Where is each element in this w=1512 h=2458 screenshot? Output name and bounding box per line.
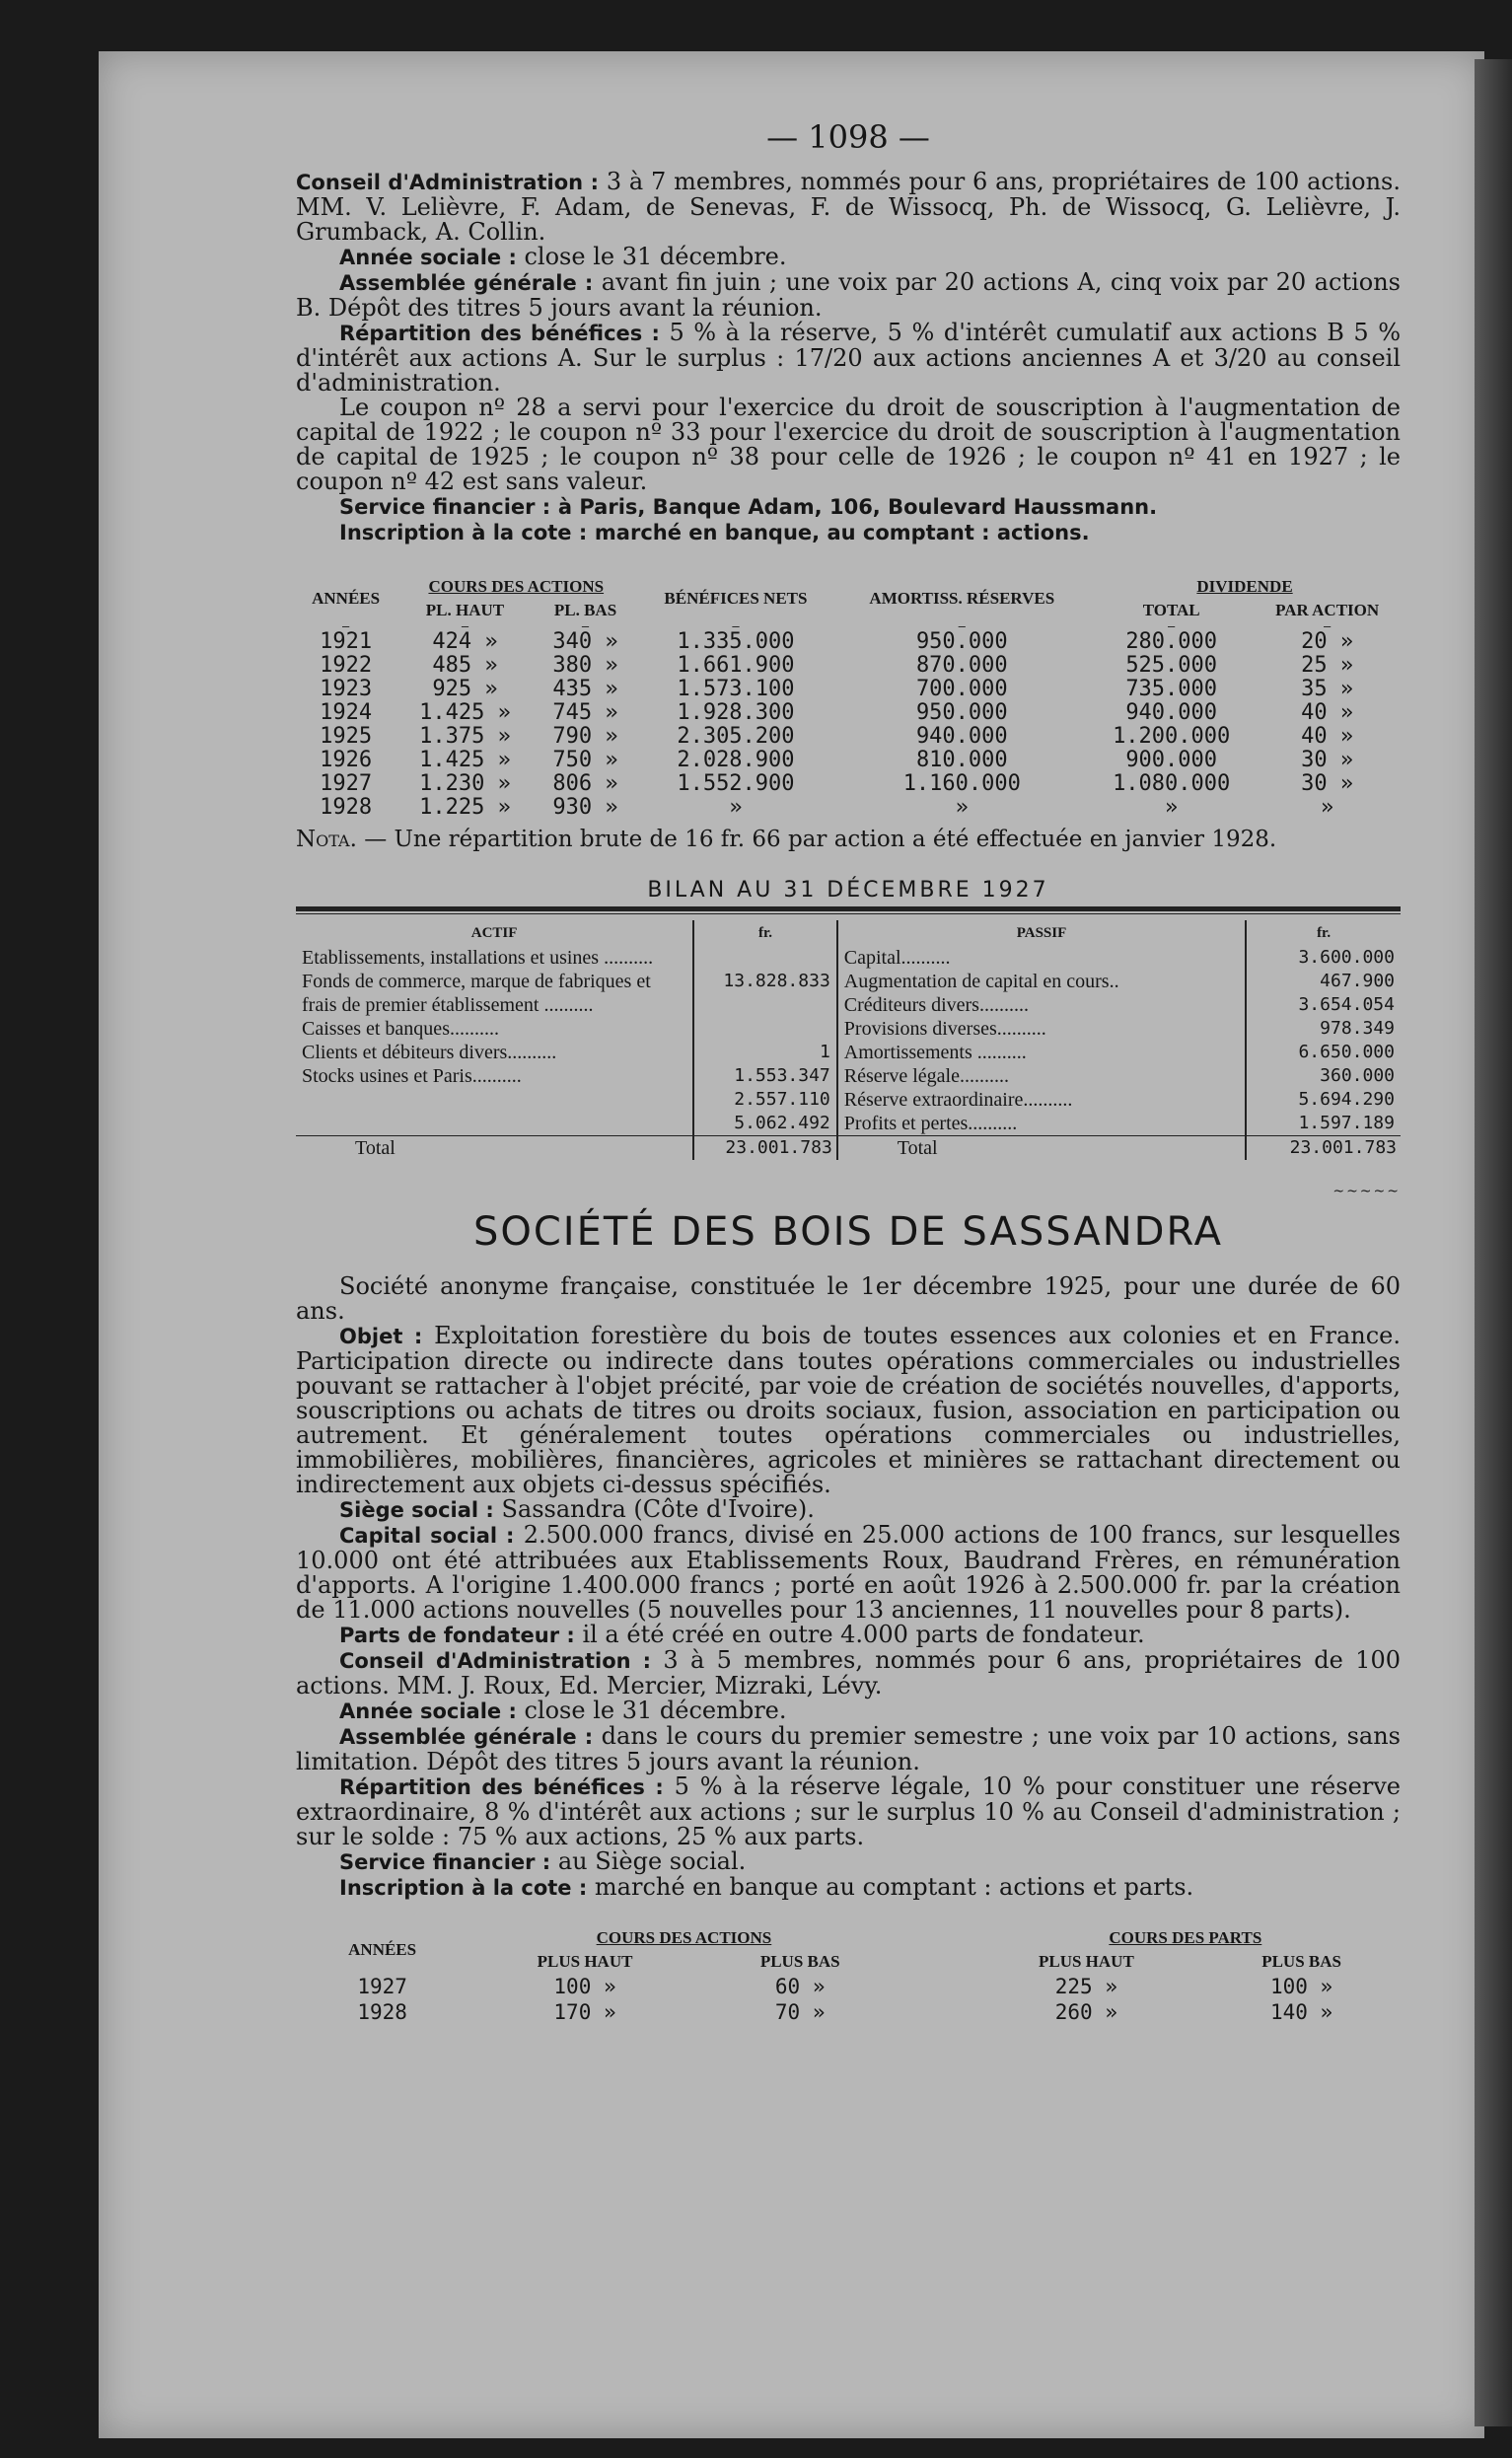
siege-label: Siège social :: [339, 1498, 494, 1522]
repartition-label: Répartition des bénéfices :: [339, 322, 660, 345]
dash-cell: —: [1168, 619, 1176, 633]
service-paragraph: [296, 494, 1401, 520]
bilan-line-value: 5.694.290: [1298, 1089, 1395, 1110]
annee2-text: close le 31 décembre.: [524, 1697, 787, 1724]
table-cell: 1.928.300: [677, 700, 795, 725]
passif-total-label: Total: [837, 1136, 1246, 1161]
inscription2-label: Inscription à la cote :: [339, 1876, 588, 1900]
table-row: [296, 796, 1401, 820]
col-dividende: DIVIDENDE: [1196, 577, 1293, 596]
annee2-paragraph: [296, 1699, 1401, 1724]
siege-text: Sassandra (Côte d'Ivoire).: [501, 1495, 815, 1523]
bilan-line-label: Stocks usines et Paris..........: [302, 1065, 522, 1087]
cours-table-body: [296, 619, 1401, 820]
inscription-paragraph: [296, 520, 1401, 545]
bilan-line-label: Créditeurs divers..........: [843, 994, 1029, 1016]
col-cours: COURS DES ACTIONS: [428, 577, 605, 596]
cours-table: [296, 575, 1401, 820]
table-cell: 1927: [357, 1975, 407, 1998]
table-cell: 940.000: [1125, 700, 1218, 725]
repartition2-paragraph: [296, 1774, 1401, 1849]
spacer-cell: [900, 1999, 971, 2025]
table-row: [296, 701, 1401, 725]
t3-col-actions-plus-bas: PLUS BAS: [759, 1952, 840, 1971]
page-content: [296, 118, 1401, 2025]
table-cell: 700.000: [915, 677, 1008, 701]
assemblee-label: Assemblée générale :: [339, 271, 594, 295]
actif-fr-header: fr.: [693, 920, 837, 946]
bilan-line-value: 2.557.110: [734, 1089, 830, 1110]
inscription-label: Inscription à la cote :: [339, 521, 588, 544]
dash-cell: —: [1324, 619, 1332, 633]
service2-label: Service financier :: [339, 1850, 551, 1874]
bilan-line-value: 5.062.492: [734, 1113, 830, 1133]
nota-label: Nota.: [296, 827, 357, 852]
table-cell: »: [729, 795, 743, 820]
spacer-cell: [900, 1974, 971, 1999]
dash-cell: —: [341, 619, 350, 633]
bilan-line-label: Augmentation de capital en cours..: [843, 971, 1119, 992]
service-text: à Paris, Banque Adam, 106, Boulevard Haussmann.: [557, 495, 1158, 519]
assemblee2-text: dans le cours du premier semestre ; une voix par 10 actions, sans limitation. Dépôt des titres 5 jours avant la réunion.: [296, 1722, 1401, 1775]
table-cell: 1924: [320, 700, 373, 725]
table-cell: 40 »: [1301, 724, 1354, 749]
table-cell: 70 »: [774, 2000, 826, 2024]
table-cell: 40 »: [1301, 700, 1354, 725]
table-cell: »: [1321, 795, 1334, 820]
dash-cell: —: [461, 619, 469, 633]
table-cell: 1.425 »: [419, 748, 511, 772]
col-amortiss: AMORTISS. RÉSERVES: [869, 589, 1055, 608]
table-cell: 1922: [320, 653, 373, 678]
table-cell: 735.000: [1125, 677, 1218, 701]
bilan-line-value: 467.900: [1320, 971, 1395, 991]
t3-col-parts-plus-haut: PLUS HAUT: [1038, 1952, 1134, 1971]
section-title: SOCIÉTÉ DES BOIS DE SASSANDRA: [472, 1209, 1224, 1255]
table-cell: 2.028.900: [677, 748, 795, 772]
objet-paragraph: [296, 1324, 1401, 1497]
cours-actions-parts-body: [296, 1974, 1401, 2025]
table-cell: 35 »: [1301, 677, 1354, 701]
bilan-line-label: Provisions diverses..........: [843, 1018, 1046, 1040]
cours-actions-parts-table: [296, 1926, 1401, 2025]
table-cell: 1.573.100: [677, 677, 795, 701]
table-cell: 870.000: [915, 653, 1008, 678]
bilan-line-value: 13.828.833: [723, 971, 830, 991]
passif-total-value: 23.001.783: [1246, 1136, 1401, 1161]
table-cell: 1.200.000: [1113, 724, 1231, 749]
table-cell: 424 »: [432, 629, 498, 654]
table-cell: 925 »: [432, 677, 498, 701]
table-cell: 810.000: [915, 748, 1008, 772]
t3-col-cours-parts: COURS DES PARTS: [1109, 1928, 1262, 1947]
table-cell: 1926: [320, 748, 373, 772]
table-row: [296, 678, 1401, 701]
bilan-line-value: 1: [819, 1042, 830, 1062]
actif-column: [296, 946, 693, 1136]
conseil-label: Conseil d'Administration :: [296, 171, 599, 194]
bilan-line-value: 3.654.054: [1298, 994, 1395, 1015]
bilan-line-label: Etablissements, installations et usines ..........: [302, 947, 654, 969]
parts-label: Parts de fondateur :: [339, 1624, 575, 1647]
table-cell: 745 »: [552, 700, 618, 725]
table-cell: 790 »: [552, 724, 618, 749]
assemblee-text: avant fin juin ; une voix par 20 actions A, cinq voix par 20 actions B. Dépôt des titres 5 jours avant la réunion.: [296, 268, 1401, 322]
table-cell: »: [1165, 795, 1179, 820]
passif-column: [837, 946, 1246, 1136]
table-cell: 1927: [320, 771, 373, 796]
siege-paragraph: [296, 1497, 1401, 1523]
bilan-line-label: Réserve légale..........: [843, 1065, 1009, 1087]
table-cell: 2.305.200: [677, 724, 795, 749]
bilan-line-label: Amortissements ..........: [843, 1042, 1027, 1063]
table-cell: 30 »: [1301, 748, 1354, 772]
t3-col-actions-plus-haut: PLUS HAUT: [537, 1952, 633, 1971]
bilan-line-value: 1.553.347: [734, 1065, 830, 1086]
bilan-line-value: 1.597.189: [1298, 1113, 1395, 1133]
table-cell: 100 »: [553, 1975, 616, 1998]
nota-line: [296, 828, 1401, 852]
repartition-paragraph: [296, 321, 1401, 396]
t3-col-cours-actions: COURS DES ACTIONS: [596, 1928, 772, 1947]
bilan-rule: [296, 906, 1401, 914]
t3-spacer: [900, 1926, 971, 1974]
table-cell: 170 »: [553, 2000, 616, 2024]
table-row: [296, 725, 1401, 749]
section-separator: ~~~~~: [1332, 1184, 1401, 1199]
table-cell: 485 »: [432, 653, 498, 678]
table-cell: 100 »: [1269, 1975, 1333, 1998]
col-annees: ANNÉES: [312, 589, 381, 608]
bilan-title: BILAN AU 31 DÉCEMBRE 1927: [647, 878, 1049, 903]
actif-header: ACTIF: [470, 925, 518, 941]
parts-paragraph: [296, 1623, 1401, 1648]
table-cell: »: [955, 795, 969, 820]
table-cell: 1925: [320, 724, 373, 749]
inscription2-paragraph: [296, 1875, 1401, 1901]
table-cell: 1.225 »: [419, 795, 511, 820]
table-cell: 435 »: [552, 677, 618, 701]
table-cell: 940.000: [915, 724, 1008, 749]
table-cell: 60 »: [774, 1975, 826, 1998]
table-cell: 1928: [320, 795, 373, 820]
bilan-line-label: Profits et pertes..........: [843, 1113, 1018, 1134]
table-cell: 1928: [357, 2000, 407, 2024]
capital-text: 2.500.000 francs, divisé en 25.000 actions de 100 francs, sur lesquelles 10.000 ont été attribuées aux Etablissements Roux, Baudrand Frères, en rémunération d'apports. A l'origine 1.400.000 francs ; porté en août 1926 à 2.500.000 fr. par la création de 11.000 actions nouvelles (5 nouvelles pour 13 anciennes, 11 nouvelles pour 8 parts).: [296, 1521, 1402, 1624]
table-cell: 1.425 »: [419, 700, 511, 725]
conseil2-text: 3 à 5 membres, nommés pour 6 ans, propriétaires de 100 actions. MM. J. Roux, Ed. Mercier, Mizraki, Lévy.: [296, 1646, 1401, 1699]
table-cell: 30 »: [1301, 771, 1354, 796]
bilan-line-value: 6.650.000: [1298, 1042, 1395, 1062]
bilan-line-value: 360.000: [1320, 1065, 1395, 1086]
table-row: [296, 1999, 1401, 2025]
table-cell: 1.335.000: [677, 629, 795, 654]
inscription-text: marché en banque, au comptant : actions.: [594, 521, 1090, 544]
table-cell: 140 »: [1269, 2000, 1333, 2024]
assemblee2-label: Assemblée générale :: [339, 1725, 594, 1749]
bilan-line-value: 978.349: [1320, 1018, 1395, 1039]
table-cell: 1.661.900: [677, 653, 795, 678]
service-label: Service financier :: [339, 495, 551, 519]
page-number: — 1098 —: [766, 118, 930, 156]
capital-label: Capital social :: [339, 1524, 515, 1548]
dash-cell: —: [581, 619, 590, 633]
col-pl-haut: PL. HAUT: [425, 601, 505, 619]
table-row: [296, 630, 1401, 654]
repartition2-text: 5 % à la réserve légale, 10 % pour constituer une réserve extraordinaire, 8 % d'intérêt aux actions ; sur le surplus 10 % au Conseil d'administration ; sur le solde : 75 % aux actions, 25 % aux parts.: [296, 1772, 1402, 1850]
passif-fr-header: fr.: [1246, 920, 1401, 946]
table-cell: 930 »: [552, 795, 618, 820]
table-cell: 750 »: [552, 748, 618, 772]
inscription2-text: marché en banque au comptant : actions et parts.: [594, 1873, 1194, 1901]
table-cell: 340 »: [552, 629, 618, 654]
bilan-line-label: Clients et débiteurs divers..........: [302, 1042, 557, 1063]
service2-text: au Siège social.: [557, 1847, 747, 1875]
table-cell: 1.230 »: [419, 771, 511, 796]
table-cell: 900.000: [1125, 748, 1218, 772]
table-cell: 1.160.000: [902, 771, 1021, 796]
table-row: [296, 654, 1401, 678]
actif-values-column: [693, 946, 837, 1136]
table-cell: 1.552.900: [677, 771, 795, 796]
service2-paragraph: [296, 1849, 1401, 1875]
table-cell: 1.375 »: [419, 724, 511, 749]
t3-col-parts-plus-bas: PLUS BAS: [1261, 1952, 1341, 1971]
capital-paragraph: [296, 1523, 1401, 1623]
passif-values-column: [1246, 946, 1401, 1136]
col-par-action: PAR ACTION: [1275, 601, 1380, 619]
objet-text: Exploitation forestière du bois de toutes essences aux colonies et en France. Participation directe ou indirecte dans toutes opérations commerciales ou industrielles pouvant se rattacher à l'objet précité, par voie de création de sociétés nouvelles, d'apports, souscriptions ou achats de titres ou droits sociaux, fusion, association en participation ou autrement. Et généralement toutes opérations commerciales ou industrielles, immobilières, mobilières, financières, agricoles et minières se rattachant directement ou indirectement aux objets ci-dessus spécifiés.: [296, 1322, 1401, 1498]
coupon-paragraph: Le coupon nº 28 a servi pour l'exercice du droit de souscription à l'augmentation de capital de 1922 ; le coupon nº 33 pour l'exercice du droit de souscription à l'augmentation de capital de 1925 ; le coupon nº 38 pour celle de 1926 ; le coupon nº 41 en 1927 ; le coupon nº 42 est sans valeur.: [296, 394, 1401, 495]
table-cell: 950.000: [915, 629, 1008, 654]
bilan-line-label: Réserve extraordinaire..........: [843, 1089, 1073, 1111]
parts-text: il a été créé en outre 4.000 parts de fondateur.: [582, 1621, 1145, 1648]
table-cell: 1923: [320, 677, 373, 701]
conseil-paragraph: [296, 170, 1401, 245]
bilan-line-label: Fonds de commerce, marque de fabriques et frais de premier établissement ..........: [302, 971, 651, 1016]
table-cell: 525.000: [1125, 653, 1218, 678]
table-cell: 1.080.000: [1113, 771, 1231, 796]
annee-label: Année sociale :: [339, 246, 517, 269]
table-cell: 806 »: [552, 771, 618, 796]
passif-header: PASSIF: [837, 920, 1246, 946]
table-cell: 225 »: [1054, 1975, 1117, 1998]
bilan-line-label: Capital..........: [843, 947, 951, 969]
col-benefices: BÉNÉFICES NETS: [664, 589, 808, 608]
table-row: [296, 749, 1401, 772]
dash-cell: —: [958, 619, 966, 633]
table-cell: 950.000: [915, 700, 1008, 725]
bilan-table: [296, 920, 1401, 1160]
table-row: [296, 1974, 1401, 1999]
table-cell: 1921: [320, 629, 373, 654]
nota-text: — Une répartition brute de 16 fr. 66 par action a été effectuée en janvier 1928.: [364, 827, 1277, 852]
facing-page-edge: [1475, 59, 1512, 2426]
table-cell: 20 »: [1301, 629, 1354, 654]
table-row: [296, 772, 1401, 796]
conseil2-paragraph: [296, 1648, 1401, 1699]
table-cell: 380 »: [552, 653, 618, 678]
table-cell: 280.000: [1125, 629, 1218, 654]
repartition2-label: Répartition des bénéfices :: [339, 1775, 664, 1799]
actif-total-value: 23.001.783: [693, 1136, 837, 1161]
annee-text: close le 31 décembre.: [524, 243, 787, 270]
intro-paragraph: Société anonyme française, constituée le 1er décembre 1925, pour une durée de 60 ans.: [296, 1272, 1401, 1325]
actif-total-label: Total: [296, 1136, 693, 1161]
col-pl-bas: PL. BAS: [553, 601, 617, 619]
annee-paragraph: [296, 245, 1401, 270]
t3-col-annees: ANNÉES: [348, 1940, 417, 1959]
annee2-label: Année sociale :: [339, 1699, 517, 1723]
table-cell: 25 »: [1301, 653, 1354, 678]
assemblee2-paragraph: [296, 1724, 1401, 1774]
conseil-text: 3 à 7 membres, nommés pour 6 ans, propriétaires de 100 actions. MM. V. Lelièvre, F. Adam, de Senevas, F. de Wissocq, Ph. de Wissocq, G. Lelièvre, J. Grumback, A. Collin.: [296, 168, 1401, 246]
objet-label: Objet :: [339, 1325, 423, 1348]
bilan-line-value: 3.600.000: [1298, 947, 1395, 968]
col-total: TOTAL: [1142, 601, 1200, 619]
bilan-line-label: Caisses et banques..........: [302, 1018, 499, 1040]
conseil2-label: Conseil d'Administration :: [339, 1649, 652, 1673]
assemblee-paragraph: [296, 270, 1401, 321]
dash-cell: —: [732, 619, 740, 633]
repartition-text: 5 % à la réserve, 5 % d'intérêt cumulatif aux actions B 5 % d'intérêt aux actions A. Sur le surplus : 17/20 aux actions anciennes A et 3/20 au conseil d'administration.: [296, 319, 1401, 397]
table-cell: 260 »: [1054, 2000, 1117, 2024]
